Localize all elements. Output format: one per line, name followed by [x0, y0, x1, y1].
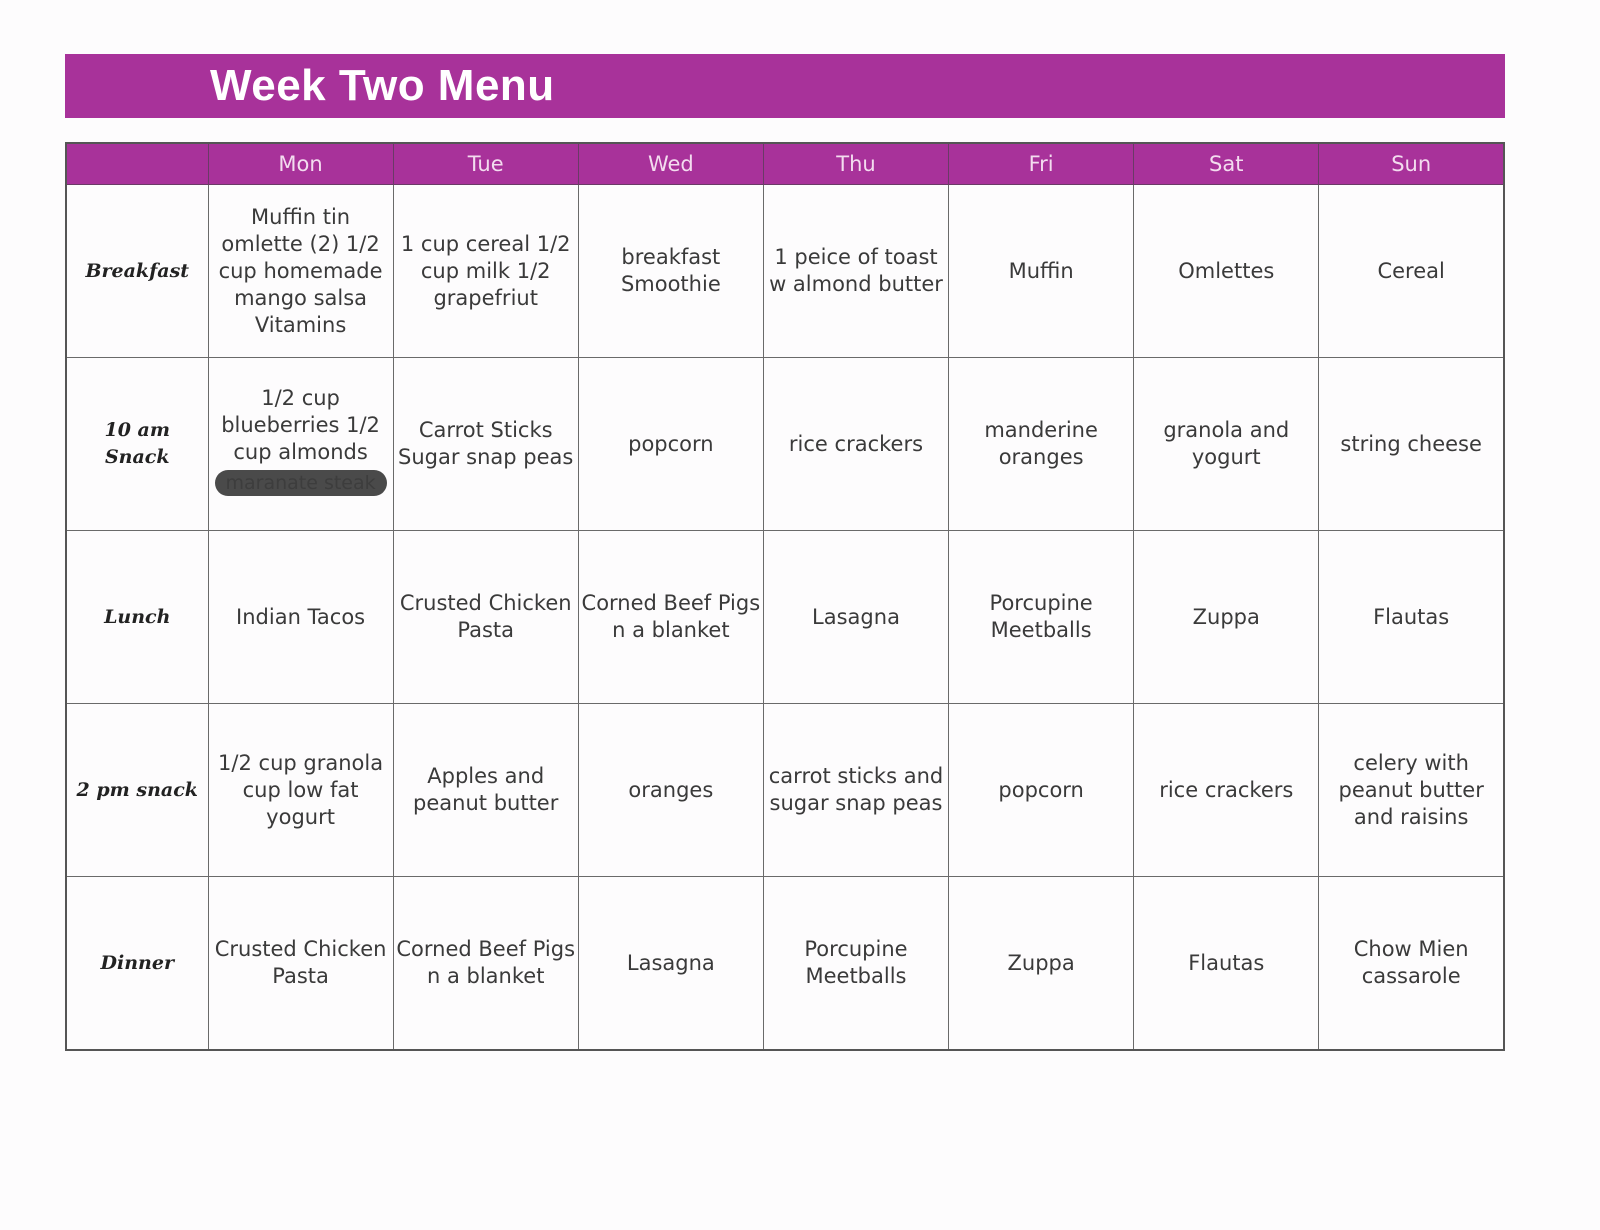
meal-cell: Indian Tacos	[208, 531, 393, 704]
menu-table	[65, 142, 1505, 1051]
meal-cell: popcorn	[949, 704, 1134, 877]
meal-cell: manderine oranges	[949, 358, 1134, 531]
meal-cell	[208, 358, 393, 531]
day-header-thu: Thu	[763, 143, 948, 185]
meal-cell: Flautas	[1134, 877, 1319, 1051]
meal-row-2pm-snack	[66, 704, 1504, 877]
meal-cell: Chow Mien cassarole	[1319, 877, 1504, 1051]
redacted-text-mark: maranate steak	[215, 470, 387, 496]
meal-cell: oranges	[578, 704, 763, 877]
meal-cell-text: 1/2 cup blueberries 1/2 cup almonds	[221, 386, 380, 464]
meal-cell: Porcupine Meetballs	[763, 877, 948, 1051]
day-header-sat: Sat	[1134, 143, 1319, 185]
meal-row-breakfast	[66, 185, 1504, 358]
meal-cell: granola and yogurt	[1134, 358, 1319, 531]
meal-cell: Porcupine Meetballs	[949, 531, 1134, 704]
meal-cell: 1 peice of toast w almond butter	[763, 185, 948, 358]
day-header-sun: Sun	[1319, 143, 1504, 185]
meal-row-dinner	[66, 877, 1504, 1051]
meal-cell: celery with peanut butter and raisins	[1319, 704, 1504, 877]
meal-cell: Crusted Chicken Pasta	[208, 877, 393, 1051]
page-title: Week Two Menu	[210, 61, 555, 110]
meal-cell: Zuppa	[949, 877, 1134, 1051]
meal-cell: Flautas	[1319, 531, 1504, 704]
header-row	[66, 143, 1504, 185]
meal-row-10am-snack	[66, 358, 1504, 531]
meal-row-lunch	[66, 531, 1504, 704]
day-header-wed: Wed	[578, 143, 763, 185]
meal-cell: Corned Beef Pigs n a blanket	[393, 877, 578, 1051]
meal-cell: Carrot Sticks Sugar snap peas	[393, 358, 578, 531]
meal-cell: Omlettes	[1134, 185, 1319, 358]
day-header-mon: Mon	[208, 143, 393, 185]
meal-cell: rice crackers	[763, 358, 948, 531]
row-label-dinner: Dinner	[66, 877, 208, 1051]
row-label-breakfast: Breakfast	[66, 185, 208, 358]
meal-cell: string cheese	[1319, 358, 1504, 531]
meal-cell: 1/2 cup granola cup low fat yogurt	[208, 704, 393, 877]
row-label-lunch: Lunch	[66, 531, 208, 704]
meal-cell: Lasagna	[578, 877, 763, 1051]
meal-cell: Crusted Chicken Pasta	[393, 531, 578, 704]
meal-cell: Muffin	[949, 185, 1134, 358]
row-label-10am-snack: 10 am Snack	[66, 358, 208, 531]
meal-cell: Corned Beef Pigs n a blanket	[578, 531, 763, 704]
meal-cell: Lasagna	[763, 531, 948, 704]
meal-cell: Muffin tin omlette (2) 1/2 cup homemade mango salsa Vitamins	[208, 185, 393, 358]
day-header-tue: Tue	[393, 143, 578, 185]
meal-cell: breakfast Smoothie	[578, 185, 763, 358]
day-header-fri: Fri	[949, 143, 1134, 185]
meal-cell: 1 cup cereal 1/2 cup milk 1/2 grapefriut	[393, 185, 578, 358]
header-corner-cell	[66, 143, 208, 185]
meal-cell: rice crackers	[1134, 704, 1319, 877]
meal-cell: carrot sticks and sugar snap peas	[763, 704, 948, 877]
title-bar	[65, 54, 1505, 118]
meal-cell: popcorn	[578, 358, 763, 531]
row-label-2pm-snack: 2 pm snack	[66, 704, 208, 877]
meal-cell: Zuppa	[1134, 531, 1319, 704]
meal-cell: Apples and peanut butter	[393, 704, 578, 877]
meal-cell: Cereal	[1319, 185, 1504, 358]
